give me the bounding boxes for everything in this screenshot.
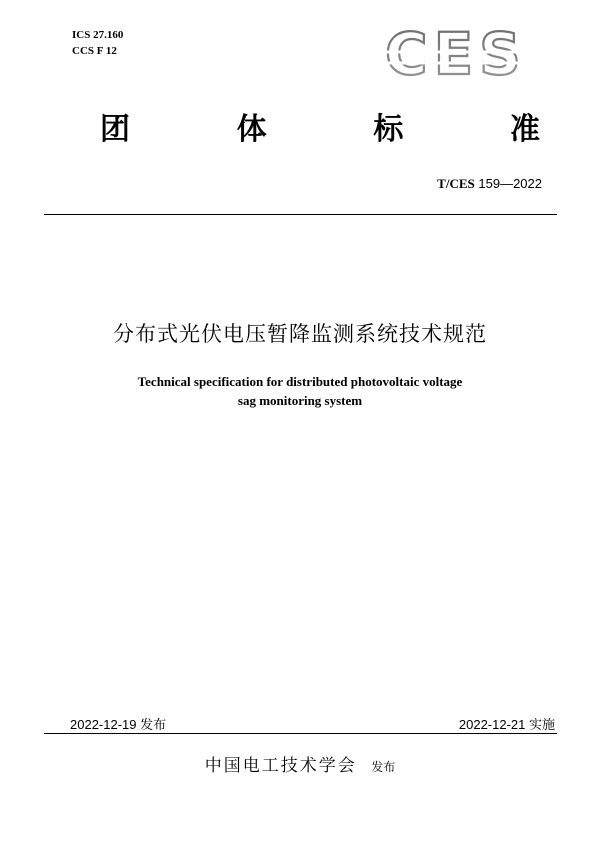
english-title-line: sag monitoring system: [237, 393, 363, 408]
publisher: [0, 751, 600, 776]
publish-label: 发布: [371, 760, 396, 774]
standard-type: [100, 104, 540, 148]
implementation-date: 2022-12-21 实施: [458, 717, 555, 732]
ces-logo: [383, 22, 533, 86]
header-divider: [44, 214, 557, 215]
english-title: [0, 372, 600, 410]
standard-type-char: 体: [236, 112, 267, 147]
english-title-line: Technical specification for distributed photovoltaic voltage: [137, 374, 463, 389]
standard-type-char: 准: [509, 112, 540, 147]
ics-code: ICS 27.160: [72, 29, 124, 41]
chinese-title: 分布式光伏电压暂降监测系统技术规范: [113, 322, 487, 346]
footer-divider: [44, 733, 557, 734]
standard-number-prefix: T/CES: [437, 176, 475, 191]
standard-type-char: 团: [100, 112, 130, 147]
logo-text: CES: [385, 22, 527, 86]
standard-number: [437, 176, 542, 192]
issue-date: 2022-12-19 发布: [70, 717, 167, 732]
standard-number-value: 159—2022: [478, 176, 542, 191]
publisher-organization: 中国电工技术学会: [204, 756, 357, 776]
classification-codes: [72, 27, 123, 59]
standard-type-char: 标: [373, 112, 404, 147]
ccs-code: CCS F 12: [72, 45, 117, 57]
